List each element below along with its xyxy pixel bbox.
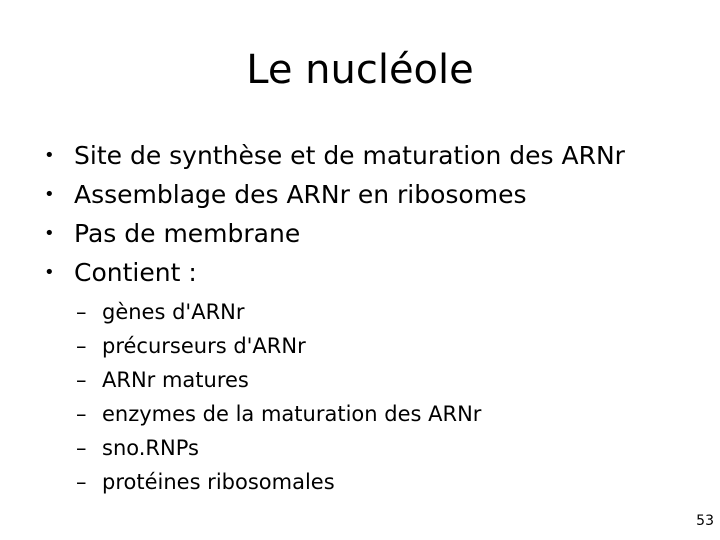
bullet-marker: • — [44, 145, 55, 166]
dash-marker: – — [76, 368, 87, 392]
sub-bullet-text: gènes d'ARNr — [102, 300, 245, 324]
slide-title: Le nucléole — [246, 47, 474, 93]
bullet-text: Site de synthèse et de maturation des ARNr — [74, 141, 625, 170]
sub-bullet-text: protéines ribosomales — [102, 470, 335, 494]
dash-marker: – — [76, 300, 87, 324]
page-number: 53 — [696, 513, 714, 529]
sub-bullet-list — [76, 295, 481, 499]
bullet-item — [42, 175, 625, 214]
bullet-marker: • — [44, 223, 55, 244]
bullet-item — [42, 214, 625, 253]
sub-bullet-text: enzymes de la maturation des ARNr — [102, 402, 482, 426]
sub-bullet-item — [76, 397, 481, 431]
bullet-item — [42, 136, 625, 175]
dash-marker: – — [76, 402, 87, 426]
sub-bullet-item — [76, 329, 481, 363]
sub-bullet-text: précurseurs d'ARNr — [102, 334, 306, 358]
bullet-item — [42, 253, 625, 292]
bullet-list — [42, 136, 625, 292]
bullet-text: Assemblage des ARNr en ribosomes — [74, 180, 527, 209]
dash-marker: – — [76, 334, 87, 358]
sub-bullet-item — [76, 431, 481, 465]
dash-marker: – — [76, 436, 87, 460]
sub-bullet-item — [76, 465, 481, 499]
sub-bullet-item — [76, 363, 481, 397]
bullet-marker: • — [44, 262, 55, 283]
sub-bullet-text: sno.RNPs — [102, 436, 199, 460]
dash-marker: – — [76, 470, 87, 494]
sub-bullet-text: ARNr matures — [102, 368, 249, 392]
bullet-text: Pas de membrane — [74, 219, 301, 248]
sub-bullet-item — [76, 295, 481, 329]
bullet-text: Contient : — [74, 258, 197, 287]
bullet-marker: • — [44, 184, 55, 205]
